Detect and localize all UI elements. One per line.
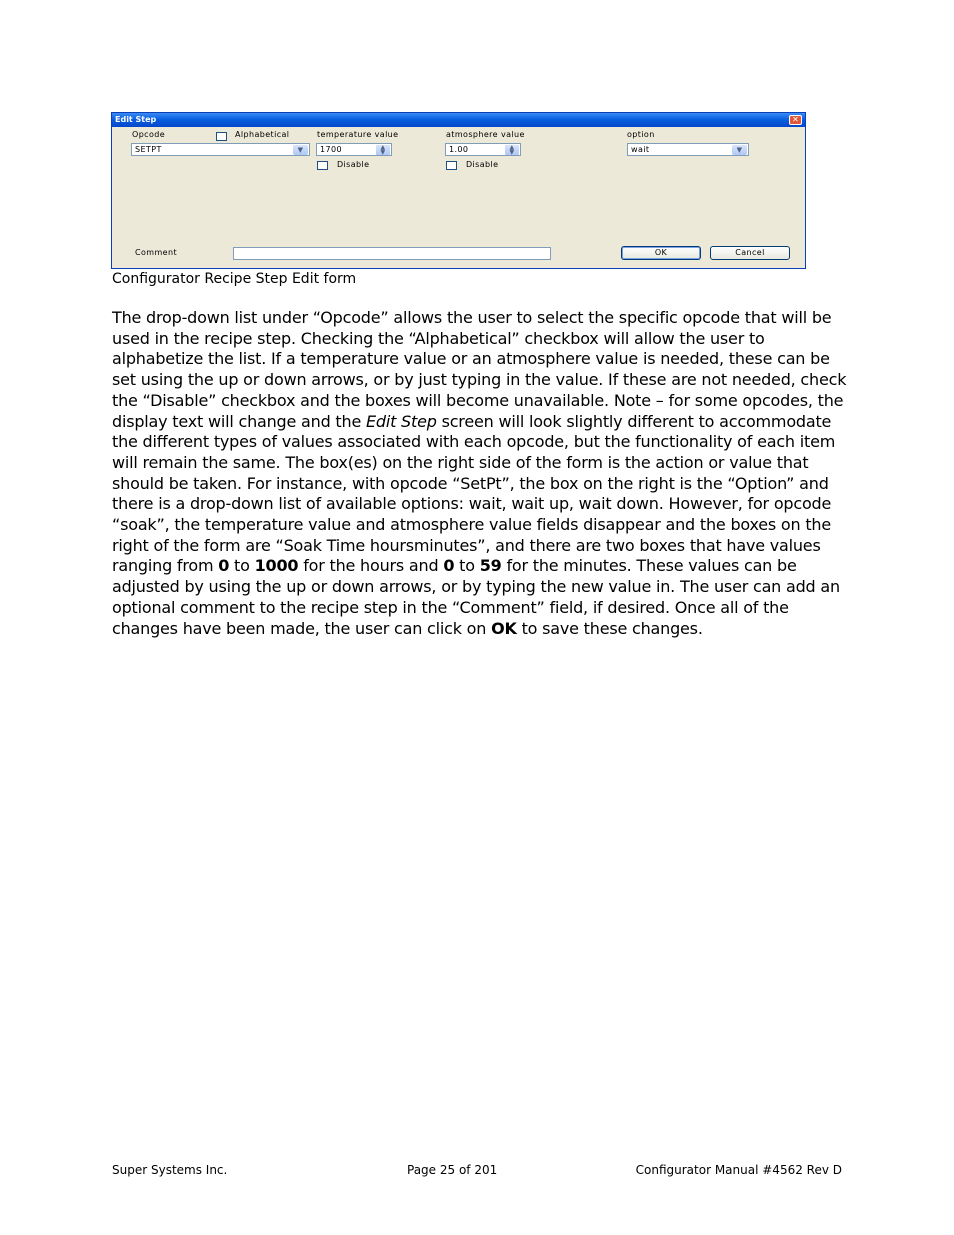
body-paragraph xyxy=(112,308,852,639)
option-value: wait xyxy=(631,145,650,154)
body-sentence-5: to save these changes. xyxy=(516,618,703,638)
cancel-button[interactable]: Cancel xyxy=(710,246,790,260)
body-sentence-1: The drop-down list under “Opcode” allows the user to select the specific opcode that will be used in the recipe step. Checking the “Alphabetical” checkbox will allow the user to alphabetize the list. If a temperature value or an atmosphere value is needed, these can be set using the up or down arrows, or by just typing in the value. If these are not needed, check the “Disable” checkbox and the boxes will become unavailable. Note – for some opcodes, the display text will change and the xyxy=(112,308,847,431)
option-select[interactable] xyxy=(627,143,749,156)
body-sentence-2: screen will look slightly different to accommodate the different types of values associated with each opcode, but the functionality of each item will remain the same. The box(es) on the right side of the form is the action or value that should be taken. For instance, with opcode “SetPt”, the box on the right is the “Option” and there is a drop-down list of available options: wait, wait up, wait down. However, for opcode “soak”, the temperature value and atmosphere value fields disappear and the boxes on the right of the form are “Soak Time hoursminutes”, and there are two boxes that have values ranging from xyxy=(112,411,836,576)
bold-zero: 0 xyxy=(218,556,230,576)
footer-company: Super Systems Inc. xyxy=(112,1163,228,1177)
ok-button[interactable]: OK xyxy=(621,246,701,260)
footer-page-number: Page 25 of 201 xyxy=(407,1163,498,1177)
atmosphere-disable-checkbox[interactable] xyxy=(446,161,457,170)
body-to: to xyxy=(454,556,480,576)
opcode-label: Opcode xyxy=(132,130,166,139)
body-sentence-3: for the hours and xyxy=(298,556,444,576)
option-label: option xyxy=(627,130,655,139)
comment-input[interactable] xyxy=(233,247,551,260)
atmosphere-spinner[interactable] xyxy=(445,143,521,156)
footer-manual-id: Configurator Manual #4562 Rev D xyxy=(635,1163,842,1177)
temperature-disable-checkbox[interactable] xyxy=(317,161,328,170)
alphabetical-checkbox[interactable] xyxy=(216,132,227,141)
temperature-spinner[interactable] xyxy=(316,143,392,156)
edit-step-emphasis: Edit Step xyxy=(365,411,437,431)
bold-1000: 1000 xyxy=(254,556,299,576)
temperature-value: 1700 xyxy=(320,145,342,154)
comment-label: Comment xyxy=(135,248,177,257)
chevron-down-icon[interactable]: ▼ xyxy=(293,145,308,155)
atmosphere-label: atmosphere value xyxy=(446,130,525,139)
close-icon[interactable]: ✕ xyxy=(789,115,802,125)
bold-59: 59 xyxy=(479,556,502,576)
body-to: to xyxy=(229,556,255,576)
bold-ok: OK xyxy=(491,618,517,638)
opcode-value: SETPT xyxy=(135,145,162,154)
atmosphere-disable-label: Disable xyxy=(466,160,499,169)
temperature-disable-label: Disable xyxy=(337,160,370,169)
temperature-label: temperature value xyxy=(317,130,399,139)
figure-caption: Configurator Recipe Step Edit form xyxy=(112,271,357,287)
up-down-arrows-icon[interactable]: ▲ ▼ xyxy=(376,145,390,155)
alphabetical-label: Alphabetical xyxy=(235,130,290,139)
opcode-select[interactable] xyxy=(131,143,310,156)
body-sentence-4: for the minutes. These values can be adjusted by using the up or down arrows, or by typing the new value in. The user can add an optional comment to the recipe step in the “Comment” field, if desired. Once all of the changes have been made, the user can click on xyxy=(112,556,840,638)
chevron-down-icon[interactable]: ▼ xyxy=(732,145,747,155)
atmosphere-value: 1.00 xyxy=(449,145,469,154)
up-down-arrows-icon[interactable]: ▲ ▼ xyxy=(505,145,519,155)
dialog-title: Edit Step xyxy=(115,115,157,124)
edit-step-dialog xyxy=(111,112,806,269)
dialog-titlebar xyxy=(112,113,805,127)
bold-zero: 0 xyxy=(443,556,455,576)
